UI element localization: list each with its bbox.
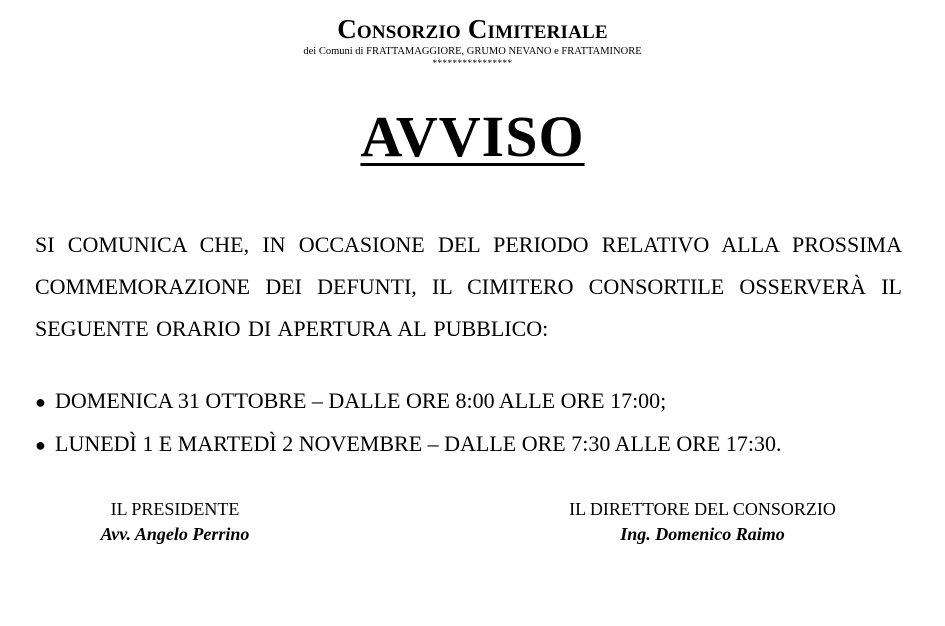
organization-subtitle: dei Comuni di FRATTAMAGGIORE, GRUMO NEVANO e FRATTAMINORE bbox=[303, 46, 642, 57]
signature-role: IL DIRETTORE DEL CONSORZIO bbox=[569, 499, 836, 519]
signature-president bbox=[60, 497, 290, 547]
header-separator: **************** bbox=[432, 58, 513, 68]
organization-name: Consorzio Cimiteriale bbox=[337, 14, 608, 44]
letterhead bbox=[0, 14, 945, 68]
schedule-item bbox=[35, 423, 915, 466]
bullet-icon: ● bbox=[35, 392, 46, 412]
signature-role: IL PRESIDENTE bbox=[110, 499, 240, 519]
schedule-item-text: DOMENICA 31 OTTOBRE – DALLE ORE 8:00 ALLE ORE 17:00; bbox=[55, 388, 667, 413]
notice-title-text: AVVISO bbox=[360, 104, 585, 169]
signature-name: Ing. Domenico Raimo bbox=[620, 524, 785, 544]
notice-title bbox=[0, 104, 945, 170]
signature-name: Avv. Angelo Perrino bbox=[100, 524, 250, 544]
schedule-item bbox=[35, 380, 915, 423]
schedule-item-text: LUNEDÌ 1 E MARTEDÌ 2 NOVEMBRE – DALLE ORE 7:30 ALLE ORE 17:30. bbox=[55, 431, 782, 456]
bullet-icon: ● bbox=[35, 435, 46, 455]
notice-paragraph: SI COMUNICA CHE, IN OCCASIONE DEL PERIODO RELATIVO ALLA PROSSIMA COMMEMORAZIONE DEI DEFUNTI, IL CIMITERO CONSORTILE OSSERVERÀ IL SEGUENTE ORARIO DI APERTURA AL PUBBLICO: bbox=[35, 232, 902, 341]
opening-schedule bbox=[35, 380, 915, 466]
signature-director bbox=[530, 497, 875, 547]
